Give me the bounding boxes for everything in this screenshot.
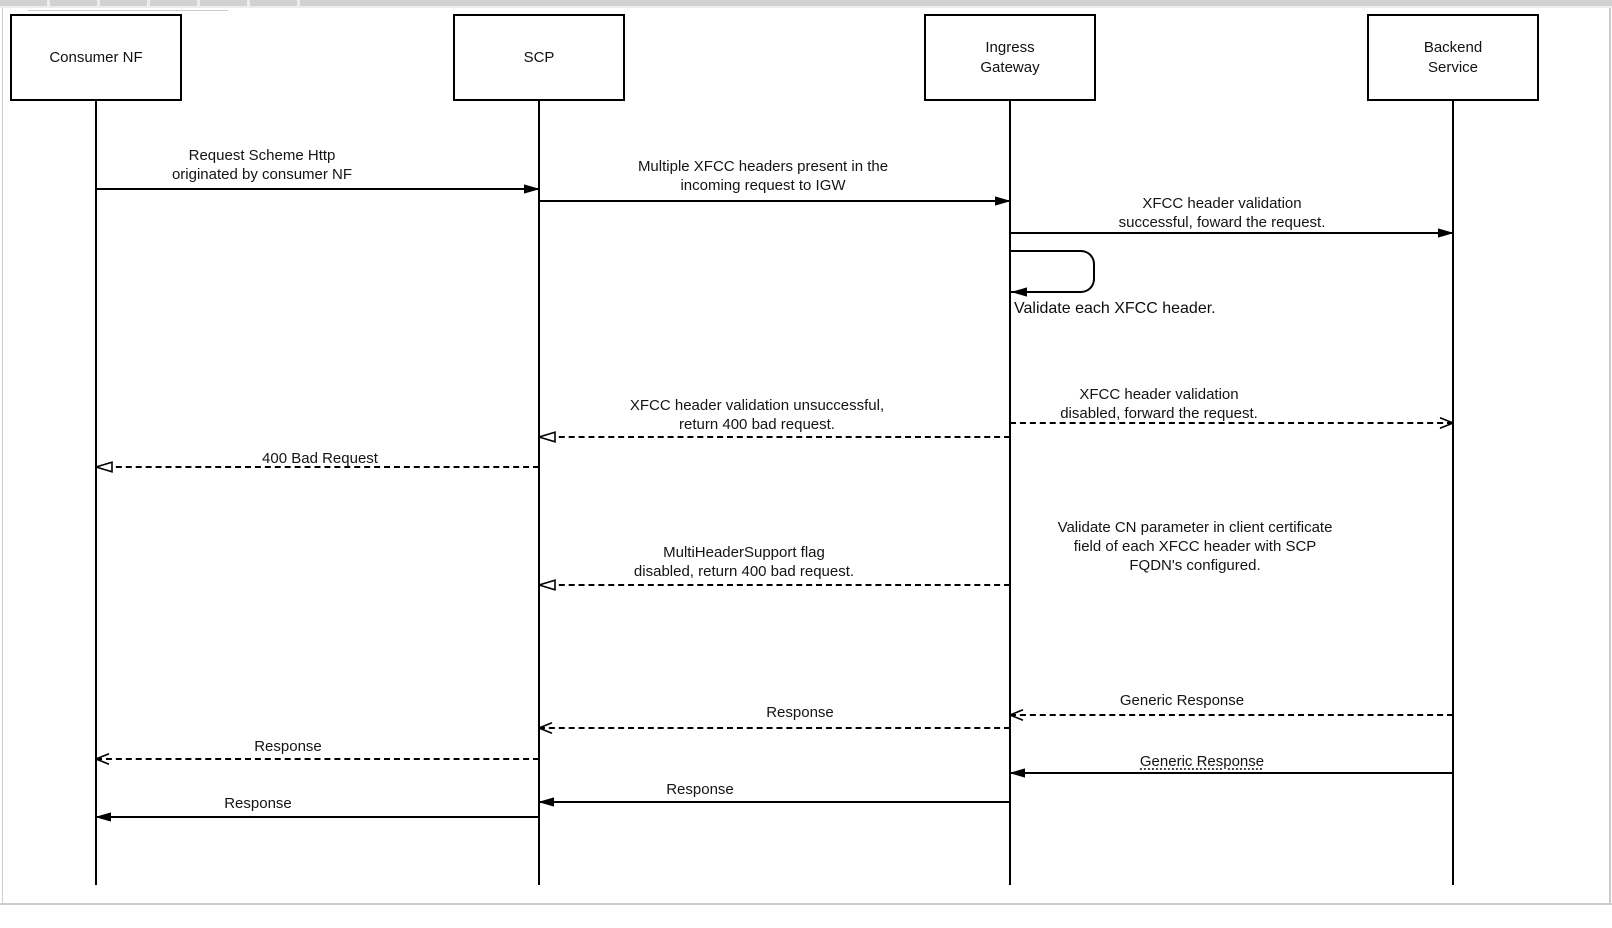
- message-label-line: Response: [666, 781, 734, 798]
- message-label-line: XFCC header validation: [1142, 195, 1302, 212]
- message-label-bad-request-400: [262, 449, 378, 468]
- message-label-line: Response: [766, 704, 834, 721]
- message-label-response-scp-consumer-dashed: [254, 737, 322, 756]
- message-line-multiple-xfcc-headers: [539, 200, 1010, 202]
- actor-ingress-gateway: [924, 14, 1096, 101]
- chevron-arrowhead-icon: [1439, 417, 1457, 429]
- message-label-line: Response: [224, 795, 292, 812]
- filled-arrowhead-icon: [1009, 767, 1027, 779]
- message-label-generic-response-dashed: [1120, 691, 1244, 710]
- tab-strip-segment: [100, 0, 147, 6]
- tab-strip-segment: [200, 0, 247, 6]
- filled-arrowhead-icon: [524, 183, 542, 195]
- message-label-line: XFCC header validation: [1079, 386, 1239, 403]
- message-line-response-scp-consumer-dashed: [96, 758, 539, 760]
- note-line: field of each XFCC header with SCP: [1073, 538, 1317, 555]
- message-line-xfcc-validation-unsuccessful: [539, 436, 1010, 438]
- message-label-line: Generic Response: [1119, 692, 1245, 709]
- actor-label: SCP: [523, 48, 555, 66]
- open-arrowhead-icon: [538, 431, 556, 443]
- message-label-response-igw-scp-dashed: [766, 703, 834, 722]
- message-line-generic-response-solid: [1010, 772, 1453, 774]
- validate-cn-note: [1058, 518, 1333, 575]
- message-label-line: Request Scheme Http: [188, 147, 336, 164]
- filled-arrowhead-icon: [1438, 227, 1456, 239]
- window-left-border: [2, 8, 3, 903]
- open-arrowhead-icon: [538, 579, 556, 591]
- message-label-line: Generic Response: [1139, 753, 1265, 770]
- lifeline-scp: [538, 101, 540, 885]
- message-label-line: Multiple XFCC headers present in the: [637, 158, 889, 175]
- tab-strip-underline: [28, 10, 228, 11]
- filled-arrowhead-icon: [995, 195, 1013, 207]
- message-label-request-scheme-http: [172, 146, 352, 184]
- message-label-line: XFCC header validation unsuccessful,: [629, 397, 885, 414]
- message-line-request-scheme-http: [96, 188, 539, 190]
- filled-arrowhead-icon: [538, 796, 556, 808]
- actor-scp: [453, 14, 625, 101]
- message-label-response-igw-scp-solid: [666, 780, 734, 799]
- tab-strip-segment: [50, 0, 97, 6]
- message-line-response-igw-scp-dashed: [539, 727, 1010, 729]
- actor-label: Ingress: [985, 38, 1035, 56]
- message-label-line: MultiHeaderSupport flag: [663, 544, 825, 561]
- message-label-multiheadersupport-flag: [634, 543, 854, 581]
- message-line-xfcc-validation-successful: [1010, 232, 1453, 234]
- chevron-arrowhead-icon: [95, 753, 113, 765]
- tab-strip-segment: [0, 0, 47, 6]
- message-line-generic-response-dashed: [1010, 714, 1453, 716]
- filled-arrowhead-icon: [95, 811, 113, 823]
- message-line-response-igw-scp-solid: [539, 801, 1010, 803]
- actor-label: Consumer NF: [49, 48, 143, 66]
- window-right-border: [1609, 8, 1611, 903]
- message-label-line: 400 Bad Request: [262, 450, 378, 467]
- self-loop-label: Validate each XFCC header.: [1014, 300, 1216, 317]
- tab-strip-segment: [250, 0, 297, 6]
- window-bottom-border: [0, 903, 1612, 905]
- message-label-line: disabled, forward the request.: [1060, 405, 1258, 422]
- message-label-response-scp-consumer-solid: [224, 794, 292, 813]
- actor-label: Service: [1427, 58, 1479, 76]
- message-label-line: Response: [254, 738, 322, 755]
- message-line-multiheadersupport-flag: [539, 584, 1010, 586]
- message-label-line: incoming request to IGW: [680, 177, 846, 194]
- tab-strip-segment: [150, 0, 197, 6]
- message-label-line: return 400 bad request.: [679, 416, 835, 433]
- actor-label: Gateway: [980, 58, 1040, 76]
- chevron-arrowhead-icon: [538, 722, 556, 734]
- actor-label: Backend: [1423, 38, 1483, 56]
- message-label-xfcc-validation-unsuccessful: [630, 396, 884, 434]
- tab-strip-segment: [300, 0, 1612, 6]
- filled-arrowhead-icon: [1011, 286, 1029, 298]
- note-line: Validate CN parameter in client certificate: [1057, 519, 1333, 536]
- message-label-xfcc-validation-successful: [1119, 194, 1326, 232]
- actor-consumer-nf: [10, 14, 182, 101]
- message-label-line: originated by consumer NF: [171, 166, 353, 183]
- lifeline-consumer-nf: [95, 101, 97, 885]
- message-label-multiple-xfcc-headers: [638, 157, 888, 195]
- message-label-line: disabled, return 400 bad request.: [633, 563, 855, 580]
- message-label-line: successful, foward the request.: [1118, 214, 1326, 231]
- message-label-generic-response-solid: [1140, 752, 1264, 771]
- browser-tab-strip: [0, 0, 1612, 8]
- actor-backend-service: [1367, 14, 1539, 101]
- message-label-xfcc-validation-disabled: [1060, 385, 1258, 423]
- chevron-arrowhead-icon: [1009, 709, 1027, 721]
- open-arrowhead-icon: [95, 461, 113, 473]
- message-line-response-scp-consumer-solid: [96, 816, 539, 818]
- note-line: FQDN's configured.: [1129, 557, 1261, 574]
- lifeline-backend-service: [1452, 101, 1454, 885]
